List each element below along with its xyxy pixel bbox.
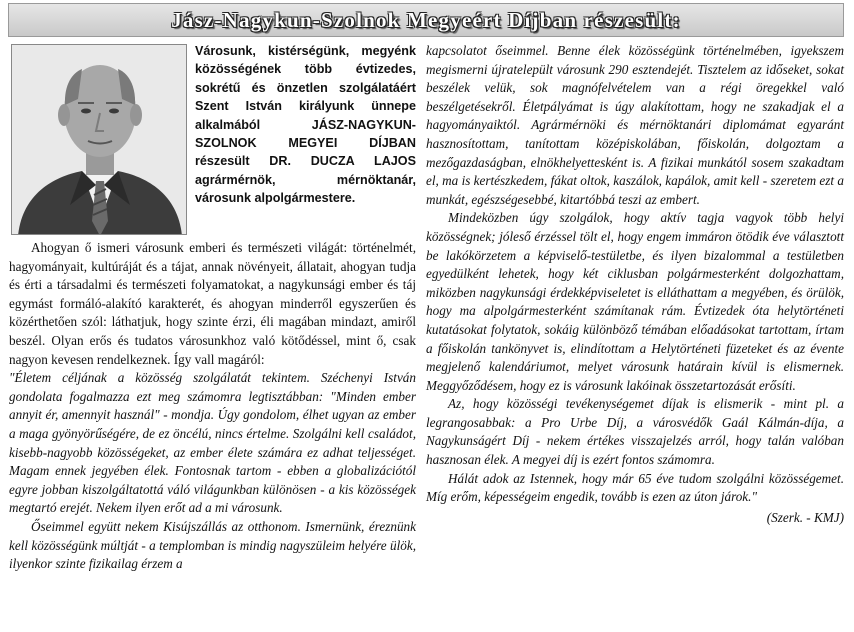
quote-paragraph-4: Mindeközben úgy szolgálok, hogy aktív tagja vagyok több helyi közösségnek; jóleső érzéssel tölt el, hogy engem immáron ötödik éve választott be lakókörzetem a képviselő-testületbe, és ilyen bizalommal a testületben egyedülként lehetek, hogy két ciklusban polgármesterként dolgozhattam, miközben nagykunsági érdekképviseletet is elláthattam a megyében, és örülök, hogy ma alpolgármesterként számítanak rám. Évtizedek óta helytörténeti kutatásokat folytatok, sokáig különböző témában előadásokat tartottam, írtam a főiskolán tankönyvet is, elindítottam a Helytörténeti füzeteket és az évente megjelenő kalendáriumot, melyet városunk határain kívül is elismernek. Meggyőződésem, hogy ez is városunk lakóinak összetartozását erősíti.	[426, 210, 844, 393]
quote-paragraph-5: Az, hogy közösségi tevékenységemet díjak is elismerik - mint pl. a legrangosabbak: a Pro Urbe Díj, a városvédők Gaál Kálmán-díja, a Nagykunságért Díj - nekem értékes visszajelzés arról, hogy talán valóban hasznosan élek. A megyei díj is ezért fontos számomra.	[426, 396, 844, 468]
article-title: Jász-Nagykun-Szolnok Megyeért Díjban részesült:	[171, 7, 681, 32]
left-column	[9, 42, 416, 574]
header-banner	[8, 3, 844, 37]
author-signature: (Szerk. - KMJ)	[766, 509, 844, 525]
portrait-icon	[12, 45, 187, 235]
quote-paragraph-3: kapcsolatot őseimmel. Benne élek közösségünk történelmében, igyekszem megismerni újratelepült városunk 290 esztendejét. Tisztelem az időseket, sokat beszélek velük, sok magnófelvételem van a régi öregekkel való beszélgetésekről. Életpályámat is úgy alakítottam, hogy ne szakadjak el a hagyományaiktól. Agrármérnöki és mérnöktanári diplomámat egyaránt hasznosítottam, tanítottam középiskolában, főiskolán, dolgoztam a mezőgazdaságban, elnökhelyettesként is. A fizikai munkától sosem szakadtam el, ma is kertészkedem, fákat oltok, kaszálok, kapálok, amit kell - szeretem ezt a munkát, egészségesebbé, kitartóbbá teszi az embert.	[426, 43, 844, 207]
right-column	[426, 42, 844, 527]
portrait-photo	[11, 44, 187, 235]
quote-paragraph-6: Hálát adok az Istennek, hogy már 65 éve tudom szolgálni közösségemet. Míg erőm, képességeim engedik, tovább is ezen az úton járok."	[426, 470, 844, 505]
quote-paragraph-2: Őseimmel együtt nekem Kisújszállás az otthonom. Ismernünk, éreznünk kell közösségünk múltját - a templomban is mindig nagyszüleim helyére ülök, ilyenkor szinte fizikailag érzem a	[9, 518, 416, 572]
intro-paragraph: Városunk, kistérségünk, megyénk közösségének több évtizedes, sokrétű és önzetlen szolgálatáért Szent István királyunk ünnepe alkalmából JÁSZ-NAGYKUN-SZOLNOK MEGYEI DÍJBAN részesült DR. DUCZA LAJOS agrármérnök, mérnöktanár, városunk alpolgármestere.	[195, 44, 416, 206]
body-paragraph-1: Ahogyan ő ismeri városunk emberi és természeti világát: történelmét, hagyományait, kultúráját és a tájat, annak növényeit, állatait, ahogyan tudja és érti a társadalmi és természeti folyamatokat, a nagykunsági ember és táj egymást formáló-alakító karakterét, és ahogyan minderről egyszerűen és közérthetően szól: láthatjuk, hogy szinte érzi, éli magában mindazt, amiről beszél. Olyan erős és tudatos városunkhoz való kötődéssel, mint ő, csak nagyon kevesen rendelkeznek. Így vall magáról:	[9, 240, 416, 367]
quote-paragraph-1: "Életem céljának a közösség szolgálatát tekintem. Széchenyi István gondolata fogalmazza ezt meg számomra legtisztábban: "Minden ember annyit ér, amennyit használ" - mondja. Úgy gondolom, élhet ugyan az ember a maga gyönyörűségére, de ez öncélú, nincs értelme. Szolgálni kell családot, kisebb-nagyobb közösségeket, az ember élete számára ez adhat teljességet. Magam ennek jegyében élek. Fontosnak tartom - ebben a globalizációtól egyre jobban kiszolgáltatottá váló világunkban különösen - a kis közösségek megtartó erejét. Nekem ilyen erőt ad a mi városunk.	[9, 370, 416, 516]
